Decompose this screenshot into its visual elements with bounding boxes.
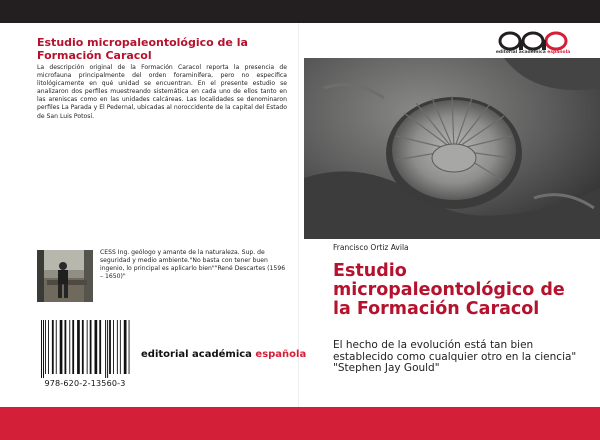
logo-caption-main: editorial académica <box>495 50 548 55</box>
isbn-number: 978-620-2-13560-3 <box>44 379 126 388</box>
logo-caption <box>488 50 578 55</box>
isbn-barcode <box>37 320 133 378</box>
bottom-band <box>0 407 600 440</box>
front-cover-title: Estudio micropaleontológico de la Formación Caracol <box>333 261 565 319</box>
fossil-photo <box>304 58 600 239</box>
author-photo <box>37 250 93 302</box>
front-author: Francisco Ortiz Avila <box>333 243 409 252</box>
publisher-name-accent: española <box>255 349 307 360</box>
logo-caption-accent: española <box>547 50 571 55</box>
author-bio: CESS Ing. geólogo y amante de la naturaleza. Sup. de seguridad y medio ambiente."No basta con tener buen ingenio, lo principal es aplicarlo bien""René Descartes (1596 – 1650)" <box>100 249 286 281</box>
publisher-name-back <box>141 349 306 360</box>
back-cover-description: La descripción original de la Formación Caracol reporta la presencia de microfauna principalmente del orden foraminífera, pero no especifica litológicamente en qué unidad se encuentran. En el presente estudio se analizaron dos perfiles muestreando sistemática en cada uno de ellos tanto en las areniscas como en las unidades calcáreas. Las localidades se denominaron perfiles La Parada y El Pedernal, ubicadas al noroccidente de la capital del Estado de San Luis Potosí. <box>37 64 287 120</box>
top-band <box>0 0 600 23</box>
back-cover-title: Estudio micropaleontológico de la Formación Caracol <box>37 36 248 62</box>
front-cover-subtitle: El hecho de la evolución está tan bien establecido como cualquier otro en la ciencia" "Stephen Jay Gould" <box>333 339 577 374</box>
publisher-name-main: editorial académica <box>141 349 256 360</box>
